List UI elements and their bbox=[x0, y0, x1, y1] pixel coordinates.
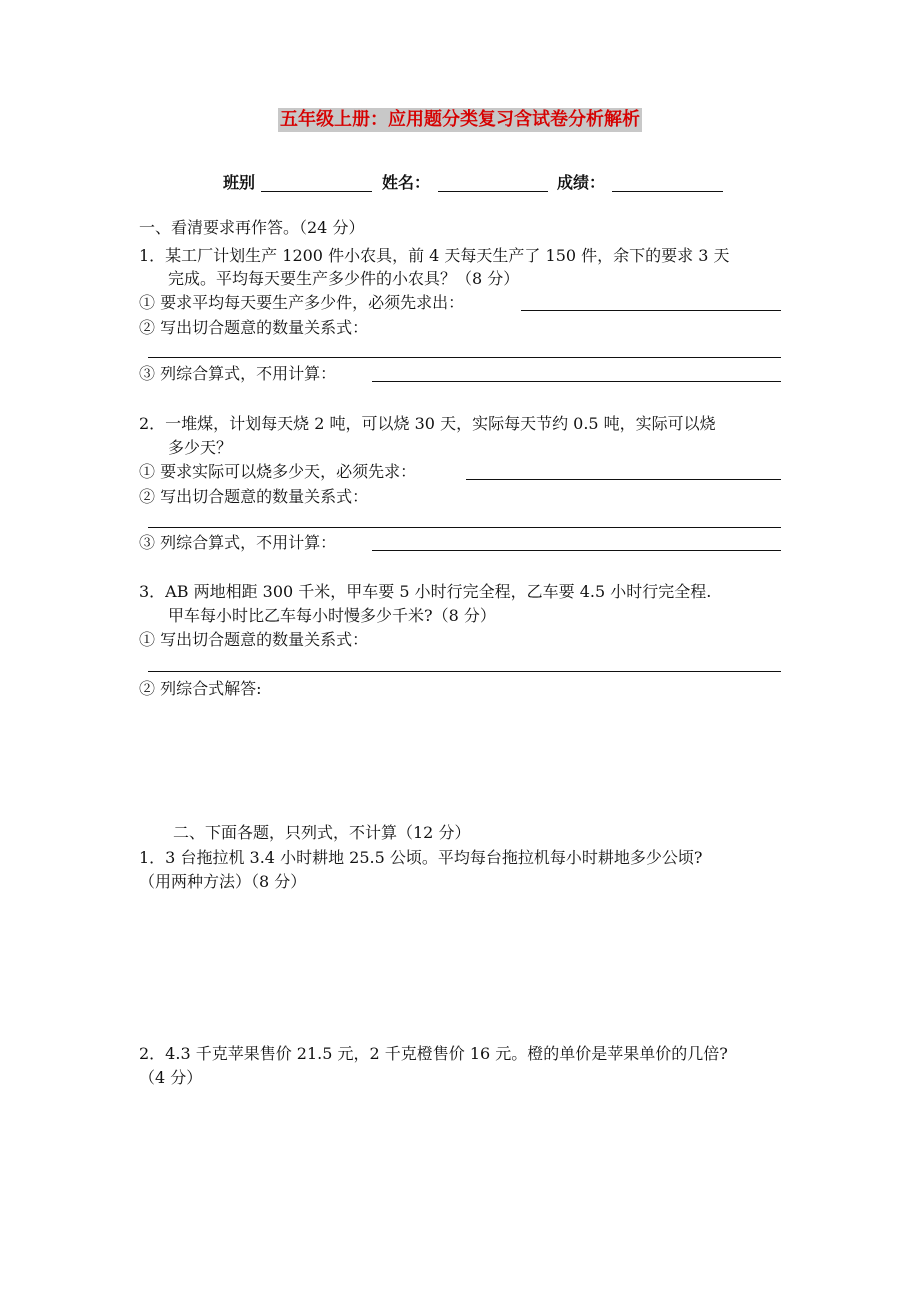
q3-answer-line[interactable] bbox=[148, 671, 781, 672]
q1-answer-line[interactable] bbox=[148, 357, 781, 358]
q1-step3: ③ 列综合算式，不用计算： bbox=[139, 364, 337, 383]
q1-line1: 1．某工厂计划生产 1200 件小农具，前 4 天每天生产了 150 件，余下的要求 3 天 bbox=[139, 246, 730, 265]
q1-step2: ② 写出切合题意的数量关系式： bbox=[139, 318, 369, 337]
q1-step1: ① 要求平均每天要生产多少件，必须先求出： bbox=[139, 293, 465, 312]
q2-step2: ② 写出切合题意的数量关系式： bbox=[139, 487, 369, 506]
document-title: 五年级上册：应用题分类复习含试卷分析解析 bbox=[280, 109, 640, 130]
s2-q2-line2: （4 分） bbox=[139, 1068, 203, 1087]
class-label: 班别 bbox=[223, 173, 256, 192]
q3-line2: 甲车每小时比乙车每小时慢多少千米?（8 分） bbox=[168, 606, 496, 625]
s2-q2-line1: 2．4.3 千克苹果售价 21.5 元，2 千克橙售价 16 元。橙的单价是苹果单价的几倍? bbox=[139, 1044, 728, 1063]
q2-step3: ③ 列综合算式，不用计算： bbox=[139, 533, 337, 552]
q2-step3-blank[interactable] bbox=[372, 550, 781, 551]
q1-line2: 完成。平均每天要生产多少件的小农具？（8 分） bbox=[168, 269, 520, 288]
s2-q1-line1: 1．3 台拖拉机 3.4 小时耕地 25.5 公顷。平均每台拖拉机每小时耕地多少公顷? bbox=[139, 848, 703, 867]
section-1-heading: 一、看清要求再作答。（24 分） bbox=[139, 218, 365, 237]
q2-line2: 多少天？ bbox=[168, 438, 233, 457]
q1-step1-blank[interactable] bbox=[521, 310, 781, 311]
name-label: 姓名： bbox=[382, 173, 431, 192]
q1-step3-blank[interactable] bbox=[372, 381, 781, 382]
score-label: 成绩： bbox=[557, 173, 606, 192]
q3-step1: ① 写出切合题意的数量关系式： bbox=[139, 630, 369, 649]
class-blank[interactable] bbox=[261, 191, 372, 192]
q2-line1: 2．一堆煤，计划每天烧 2 吨，可以烧 30 天，实际每天节约 0.5 吨，实际可以烧 bbox=[139, 414, 716, 433]
section-2-heading: 二、下面各题，只列式，不计算（12 分） bbox=[173, 823, 471, 842]
q3-line1: 3．AB 两地相距 300 千米，甲车要 5 小时行完全程，乙车要 4.5 小时行完全程. bbox=[139, 582, 712, 601]
q2-step1: ① 要求实际可以烧多少天，必须先求： bbox=[139, 462, 417, 481]
q2-step1-blank[interactable] bbox=[466, 479, 781, 480]
q3-step2: ② 列综合式解答: bbox=[139, 679, 262, 698]
q2-answer-line[interactable] bbox=[148, 527, 781, 528]
name-blank[interactable] bbox=[438, 191, 548, 192]
score-blank[interactable] bbox=[612, 191, 723, 192]
s2-q1-line2: （用两种方法）（8 分） bbox=[139, 872, 307, 891]
